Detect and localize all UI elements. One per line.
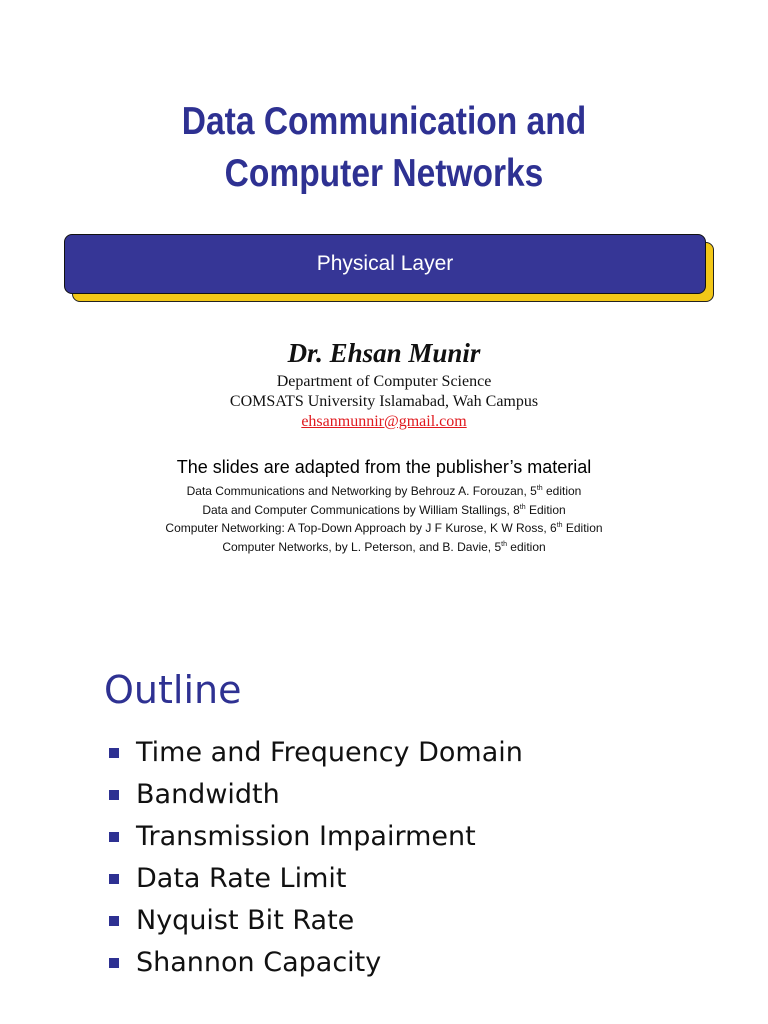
reference-item: Computer Networks, by L. Peterson, and B. Davie, 5th edition xyxy=(222,539,546,554)
list-item: Nyquist Bit Rate xyxy=(104,900,523,942)
list-item: Time and Frequency Domain xyxy=(104,732,523,774)
references-list xyxy=(0,481,768,555)
square-bullet-icon xyxy=(109,748,119,758)
list-item: Bandwidth xyxy=(104,774,523,816)
author-name: Dr. Ehsan Munir xyxy=(287,338,481,368)
outline-title: Outline xyxy=(104,668,242,712)
banner-label: Physical Layer xyxy=(316,252,454,275)
square-bullet-icon xyxy=(109,832,119,842)
list-item: Data Rate Limit xyxy=(104,858,523,900)
email-link[interactable]: ehsanmunnir@gmail.com xyxy=(301,413,467,430)
square-bullet-icon xyxy=(109,958,119,968)
subtitle-banner xyxy=(64,234,706,294)
slide-title-line1: Data Communication and xyxy=(181,100,587,143)
university: COMSATS University Islamabad, Wah Campus xyxy=(229,393,539,410)
outline-list xyxy=(104,732,523,984)
square-bullet-icon xyxy=(109,916,119,926)
department: Department of Computer Science xyxy=(276,373,492,390)
slide-title-line2: Computer Networks xyxy=(224,152,544,195)
list-item: Shannon Capacity xyxy=(104,942,523,984)
reference-item: Computer Networking: A Top-Down Approach by J F Kurose, K W Ross, 6th Edition xyxy=(165,521,603,535)
reference-item: Data and Computer Communications by William Stallings, 8th Edition xyxy=(202,502,566,517)
square-bullet-icon xyxy=(109,874,119,884)
adapted-note: The slides are adapted from the publisher’s material xyxy=(176,457,592,477)
square-bullet-icon xyxy=(109,790,119,800)
slide-title xyxy=(54,96,714,200)
list-item: Transmission Impairment xyxy=(104,816,523,858)
reference-item: Data Communications and Networking by Behrouz A. Forouzan, 5th edition xyxy=(186,484,582,498)
